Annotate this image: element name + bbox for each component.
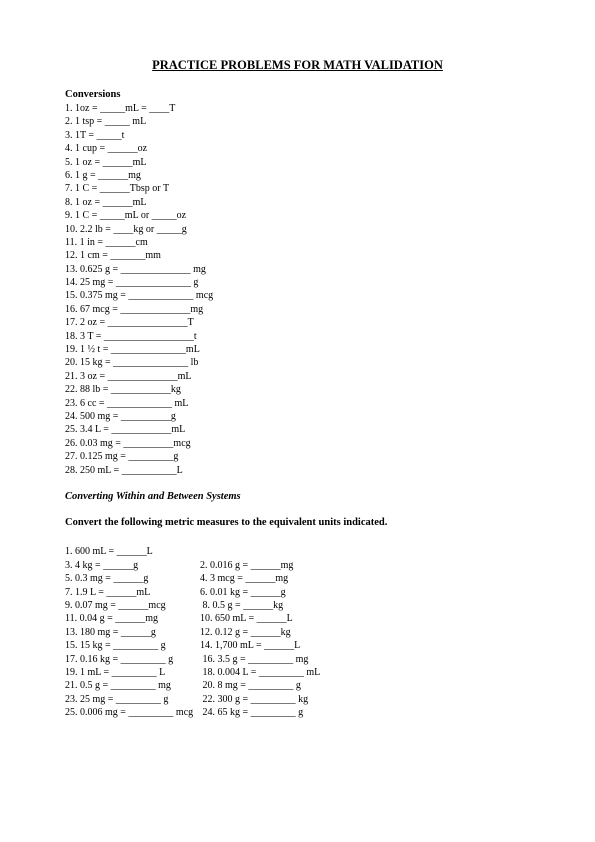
problem-item: 19. 1 mL = _________ L	[65, 666, 166, 678]
problem-item: 12. 1 cm = _______mm	[65, 250, 161, 262]
conversions-problem-list	[65, 102, 213, 477]
problem-item: 16. 3.5 g = _________ mg	[200, 653, 309, 665]
problem-item: 15. 0.375 mg = _____________ mcg	[65, 290, 214, 302]
metric-problem-grid	[65, 532, 321, 719]
problem-item: 2. 1 tsp = _____ mL	[65, 116, 147, 128]
problem-item: 24. 65 kg = _________ g	[200, 707, 304, 719]
problem-item: 8. 0.5 g = ______kg	[200, 599, 284, 611]
problem-item: 20. 15 kg = _______________ lb	[65, 357, 199, 369]
problem-item: 4. 1 cup = ______oz	[65, 143, 148, 155]
problem-item: 12. 0.12 g = ______kg	[200, 626, 291, 638]
problem-item: 17. 0.16 kg = _________ g	[65, 653, 174, 665]
problem-item: 14. 25 mg = _______________ g	[65, 277, 199, 289]
problem-item: 2. 0.016 g = ______mg	[200, 559, 294, 571]
problem-item: 23. 6 cc = _____________ mL	[65, 397, 189, 409]
problem-item: 22. 88 lb = ____________kg	[65, 384, 181, 396]
problem-item: 18. 0.004 L = _________ mL	[200, 666, 321, 678]
problem-item: 10. 2.2 lb = ____kg or _____g	[65, 223, 187, 235]
problem-item: 15. 15 kg = _________ g	[65, 640, 166, 652]
problem-item: 14. 1,700 mL = ______L	[200, 640, 301, 652]
problem-item: 9. 0.07 mg = ______mcg	[65, 599, 166, 611]
problem-item: 18. 3 T = __________________t	[65, 330, 197, 342]
problem-item: 24. 500 mg = __________g	[65, 410, 176, 422]
problem-item: 6. 1 g = ______mg	[65, 169, 141, 181]
problem-item: 6. 0.01 kg = ______g	[200, 586, 286, 598]
section-instruction: Convert the following metric measures to the equivalent units indicated.	[65, 517, 388, 528]
problem-item: 22. 300 g = _________ kg	[200, 693, 309, 705]
problem-item: 11. 1 in = ______cm	[65, 236, 148, 248]
problem-item: 11. 0.04 g = ______mg	[65, 613, 159, 625]
problem-item: 4. 3 mcg = ______mg	[200, 573, 289, 585]
problem-item: 7. 1 C = ______Tbsp or T	[65, 183, 170, 195]
problem-item: 7. 1.9 L = ______mL	[65, 586, 151, 598]
problem-item: 3. 4 kg = ______g	[65, 559, 139, 571]
problem-item: 5. 0.3 mg = ______g	[65, 573, 149, 585]
problem-item: 13. 0.625 g = ______________ mg	[65, 263, 206, 275]
problem-item: 21. 3 oz = ______________mL	[65, 370, 192, 382]
problem-item: 13. 180 mg = ______g	[65, 626, 156, 638]
problem-item: 21. 0.5 g = _________ mg	[65, 680, 171, 692]
problem-item: 20. 8 mg = _________ g	[200, 680, 301, 692]
problem-item: 1. 600 mL = ______L	[65, 546, 153, 558]
section-heading-conversions: Conversions	[65, 89, 121, 100]
problem-item: 19. 1 ½ t = _______________mL	[65, 344, 200, 356]
problem-item: 17. 2 oz = ________________T	[65, 317, 194, 329]
problem-item: 27. 0.125 mg = _________g	[65, 451, 179, 463]
problem-item: 25. 0.006 mg = _________ mcg	[65, 707, 194, 719]
problem-item: 16. 67 mcg = ______________mg	[65, 303, 204, 315]
problem-item: 26. 0.03 mg = __________mcg	[65, 437, 191, 449]
problem-item: 1. 1oz = _____mL = ____T	[65, 103, 176, 114]
problem-item: 10. 650 mL = ______L	[200, 613, 293, 625]
problem-item: 23. 25 mg = _________ g	[65, 693, 169, 705]
problem-item: 5. 1 oz = ______mL	[65, 156, 147, 168]
problem-item: 25. 3.4 L = ____________mL	[65, 424, 186, 436]
problem-item: 9. 1 C = _____mL or _____oz	[65, 210, 187, 222]
problem-item: 3. 1T = _____t	[65, 129, 125, 141]
section-heading-within-between-systems: Converting Within and Between Systems	[65, 491, 241, 502]
problem-item: 8. 1 oz = ______mL	[65, 196, 147, 208]
page-title: PRACTICE PROBLEMS FOR MATH VALIDATION	[152, 58, 443, 72]
problem-item: 28. 250 mL = ___________L	[65, 464, 183, 476]
